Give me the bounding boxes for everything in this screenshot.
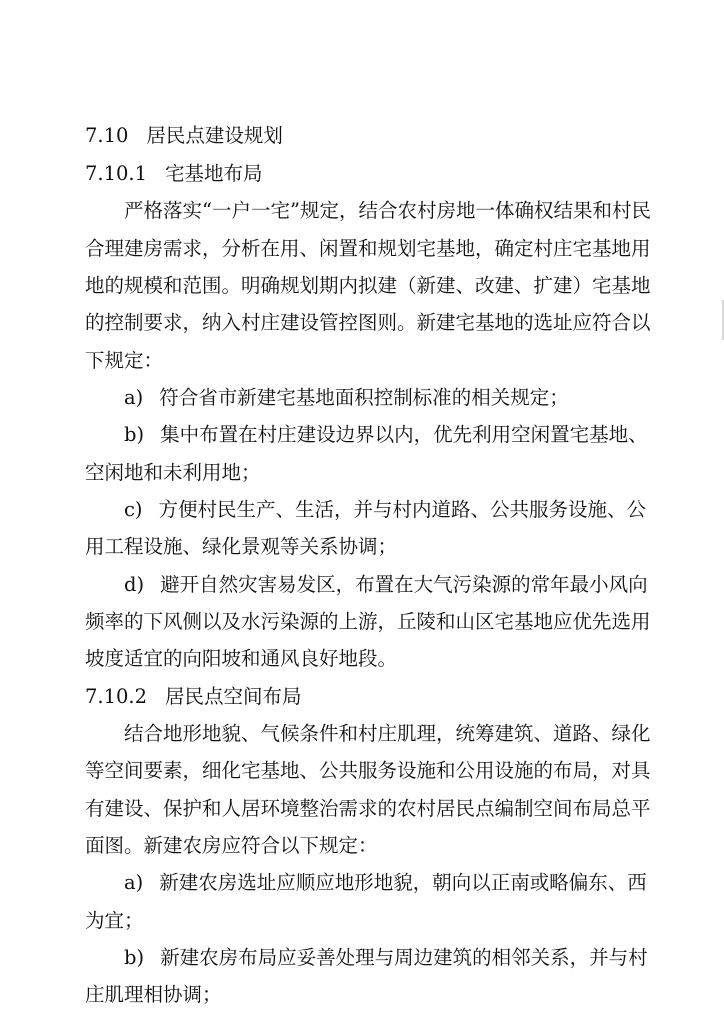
list-item-continuation: 坡度适宜的向阳坡和通风良好地段。 xyxy=(85,647,398,670)
list-item-b xyxy=(124,423,648,447)
list-item-d xyxy=(124,573,648,597)
list-item-continuation: 为宜； xyxy=(85,909,144,932)
list-marker: b) xyxy=(124,946,145,969)
section-heading-7-10-2 xyxy=(85,685,302,709)
list-item-text: 新建农房布局应妥善处理与周边建筑的相邻关系，并与村 xyxy=(160,946,648,969)
list-marker: a) xyxy=(124,386,144,409)
list-item-text: 符合省市新建宅基地面积控制标准的相关规定； xyxy=(159,386,569,409)
list-item-continuation: 庄肌理相协调； xyxy=(85,983,222,1006)
list-item-c xyxy=(124,498,646,522)
paragraph-line: 严格落实“一户一宅”规定，结合农村房地一体确权结果和村民 xyxy=(124,199,651,222)
paragraph-line: 的控制要求，纳入村庄建设管控图则。新建宅基地的选址应符合以 xyxy=(85,311,651,334)
paragraph-line: 面图。新建农房应符合以下规定： xyxy=(85,834,378,857)
section-heading-7-10-1 xyxy=(85,162,263,186)
section-number: 7.10.1 xyxy=(85,162,148,185)
section-title: 宅基地布局 xyxy=(165,162,263,185)
list-item-text: 集中布置在村庄建设边界以内，优先利用空闲置宅基地、 xyxy=(160,423,648,446)
paragraph-line: 结合地形地貌、气候条件和村庄肌理，统筹建筑、道路、绿化 xyxy=(124,722,651,745)
section-number: 7.10 xyxy=(85,124,129,147)
section-heading-7-10 xyxy=(85,124,283,148)
paragraph-line: 地的规模和范围。明确规划期内拟建（新建、改建、扩建）宅基地 xyxy=(85,274,651,297)
list-marker: d) xyxy=(124,573,145,596)
paragraph-line: 等空间要素，细化宅基地、公共服务设施和公用设施的布局，对具 xyxy=(85,759,651,782)
list-marker: b) xyxy=(124,423,145,446)
list-marker: a) xyxy=(124,871,144,894)
section-title: 居民点空间布局 xyxy=(165,685,302,708)
list-item-text: 方便村民生产、生活，并与村内道路、公共服务设施、公 xyxy=(158,498,647,521)
list-item-text: 避开自然灾害易发区，布置在大气污染源的常年最小风向 xyxy=(160,573,648,596)
list-item-b xyxy=(124,946,648,970)
list-item-a xyxy=(124,386,569,410)
section-title: 居民点建设规划 xyxy=(146,124,283,147)
list-item-text: 新建农房选址应顺应地形地貌，朝向以正南或略偏东、西 xyxy=(159,871,647,894)
paragraph-line: 合理建房需求，分析在用、闲置和规划宅基地，确定村庄宅基地用 xyxy=(85,237,651,260)
list-marker: c) xyxy=(124,498,143,521)
paragraph-line: 下规定： xyxy=(85,349,164,372)
list-item-continuation: 频率的下风侧以及水污染源的上游，丘陵和山区宅基地应优先选用 xyxy=(85,610,651,633)
section-number: 7.10.2 xyxy=(85,685,148,708)
paragraph-line: 有建设、保护和人居环境整治需求的农村居民点编制空间布局总平 xyxy=(85,797,651,820)
list-item-continuation: 空闲地和未利用地； xyxy=(85,461,261,484)
list-item-continuation: 用工程设施、绿化景观等关系协调； xyxy=(85,535,398,558)
list-item-a xyxy=(124,871,647,895)
